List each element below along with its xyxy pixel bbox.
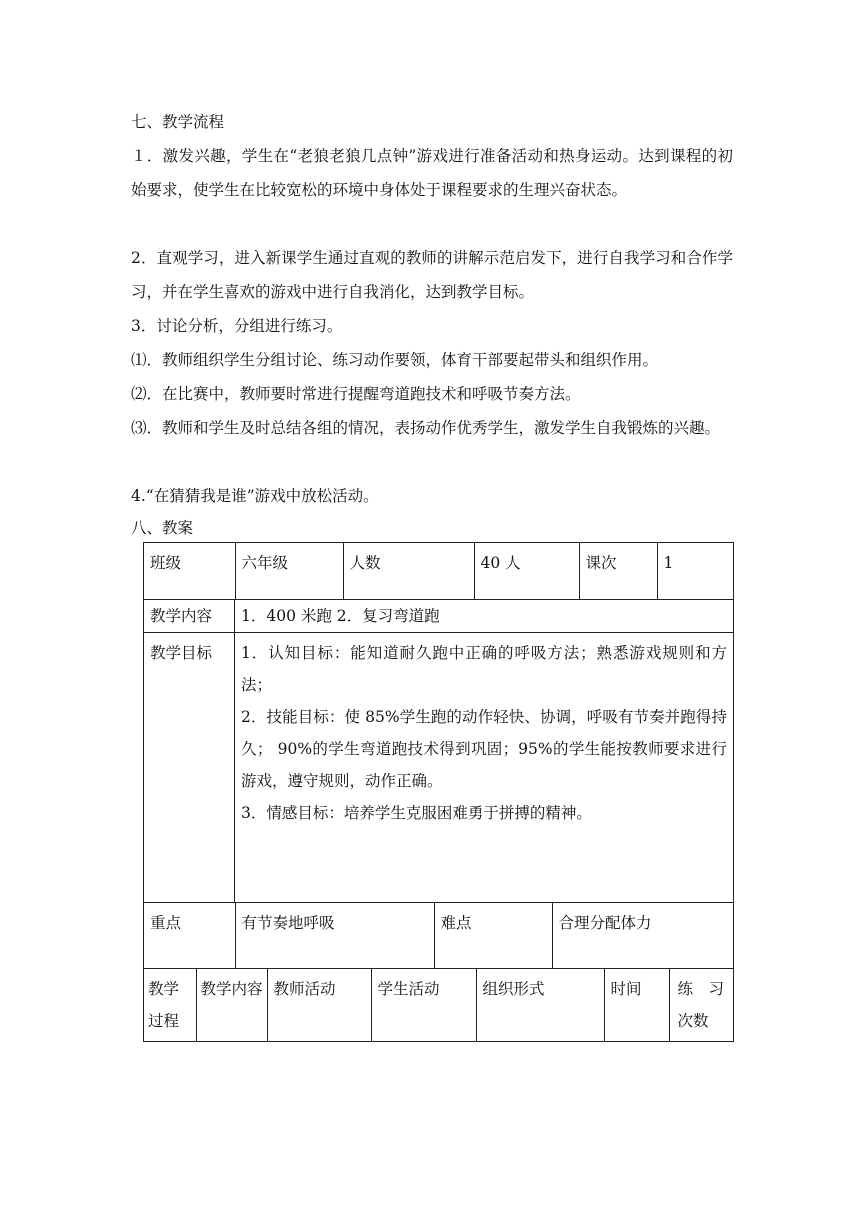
- class-label: 班级: [150, 554, 182, 572]
- key-value: 有节奏地呼吸: [235, 903, 434, 968]
- header-practice: 练 习次数: [669, 969, 734, 1041]
- difficulty-label: 难点: [434, 903, 552, 968]
- content-label: 教学内容: [144, 600, 235, 633]
- class-value: 六年级: [235, 543, 343, 599]
- count-value: 40 人: [474, 543, 579, 599]
- process-item-4: 4.“在猜猜我是谁”游戏中放松活动。: [131, 487, 379, 505]
- goal-cell: [235, 633, 734, 903]
- section-8-title: 八、教案: [131, 519, 194, 537]
- section-7-title: 七、教学流程: [131, 113, 225, 131]
- process-subitem-1: ⑴．教师组织学生分组讨论、练习动作要领，体育干部要起带头和组织作用。: [131, 351, 659, 369]
- lesson-plan-table: [143, 542, 734, 1042]
- goal-cognitive: 1．认知目标：能知道耐久跑中正确的呼吸方法；熟悉游戏规则和方法；: [241, 644, 727, 694]
- header-teacher: 教师活动: [267, 969, 371, 1041]
- table-row-key-points: [144, 903, 734, 969]
- process-item-3: 3．讨论分析，分组进行练习。: [131, 317, 343, 335]
- table-row-content: [144, 600, 734, 633]
- table-row-goals: [144, 633, 734, 903]
- table-row-header: [144, 969, 734, 1042]
- table-row-class-info: [144, 543, 734, 600]
- lesson-label: 课次: [579, 543, 657, 599]
- goal-affective: 3．情感目标：培养学生克服困难勇于拼搏的精神。: [241, 804, 592, 822]
- content-value: 1．400 米跑 2．复习弯道跑: [235, 600, 734, 633]
- lesson-value: 1: [657, 543, 734, 599]
- goal-label: 教学目标: [144, 633, 235, 903]
- header-student: 学生活动: [371, 969, 476, 1041]
- header-process: 教学过程: [148, 980, 180, 1030]
- key-label: 重点: [150, 914, 182, 932]
- process-item-2: 2．直观学习，进入新课学生通过直观的教师的讲解示范启发下，进行自我学习和合作学习，并在学生喜欢的游戏中进行自我消化，达到教学目标。: [131, 249, 733, 301]
- header-organization: 组织形式: [476, 969, 604, 1041]
- goal-skill: 2．技能目标：使 85%学生跑的动作轻快、协调，呼吸有节奏并跑得持久； 90%的学生弯道跑技术得到巩固；95%的学生能按教师要求进行游戏，遵守规则，动作正确。: [241, 708, 727, 790]
- process-item-1: １．激发兴趣，学生在“老狼老狼几点钟”游戏进行准备活动和热身运动。达到课程的初始要求，使学生在比较宽松的环境中身体处于课程要求的生理兴奋状态。: [131, 147, 733, 199]
- header-time: 时间: [604, 969, 669, 1041]
- process-subitem-3: ⑶．教师和学生及时总结各组的情况，表扬动作优秀学生，激发学生自我锻炼的兴趣。: [131, 419, 721, 437]
- count-label: 人数: [343, 543, 474, 599]
- header-content: 教学内容: [196, 969, 267, 1041]
- difficulty-value: 合理分配体力: [552, 903, 734, 968]
- process-subitem-2: ⑵．在比赛中，教师要时常进行提醒弯道跑技术和呼吸节奏方法。: [131, 385, 581, 403]
